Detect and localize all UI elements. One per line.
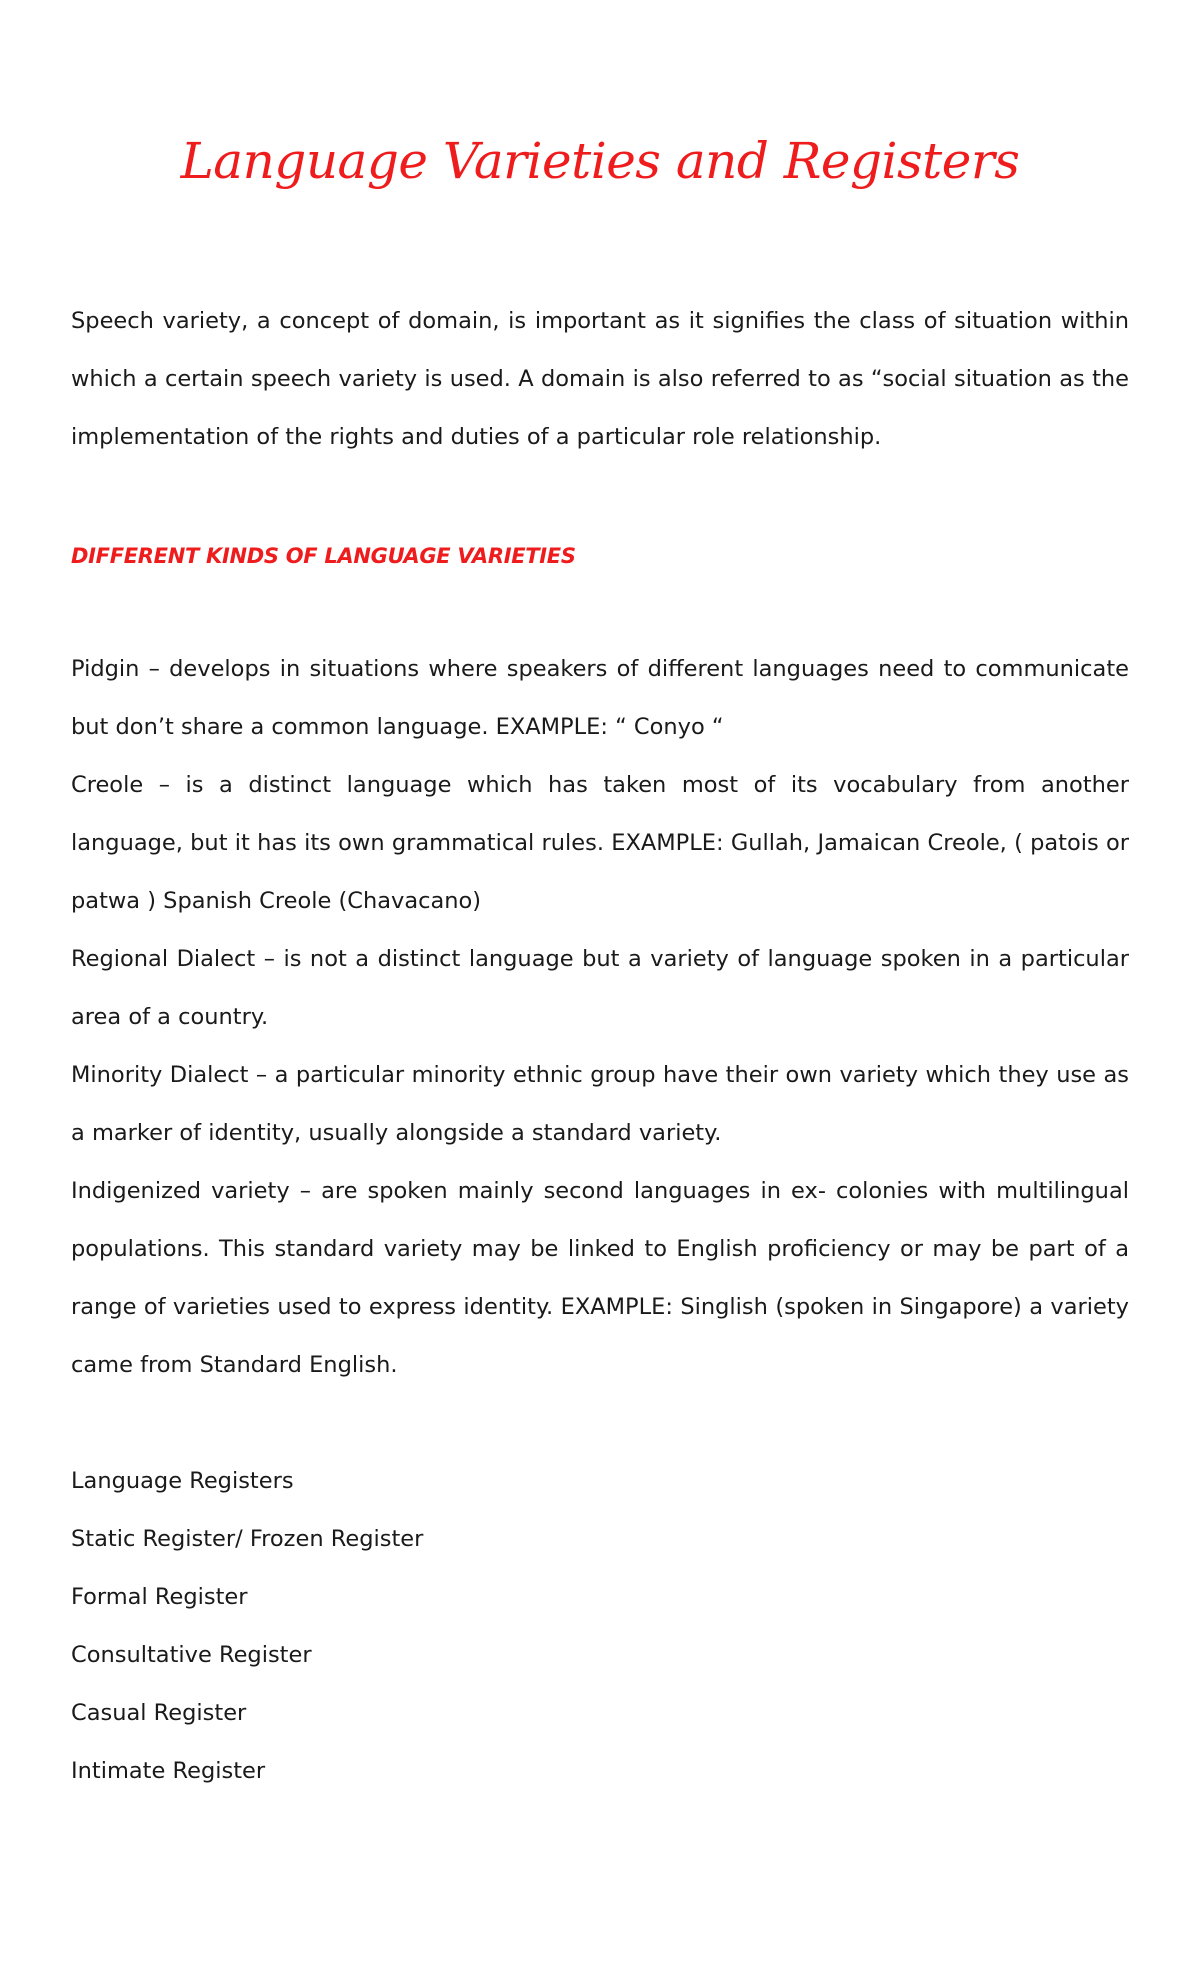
- variety-creole: Creole – is a distinct language which has taken most of its vocabulary from another language, but it has its own grammatical rules. EXAMPLE: Gullah, Jamaican Creole, ( patois or patwa ) Spanish Creole (Chavacano): [71, 772, 1129, 914]
- variety-minority-dialect: Minority Dialect – a particular minority ethnic group have their own variety which they use as a marker of identity, usually alongside a standard variety.: [71, 1062, 1129, 1146]
- variety-indigenized: Indigenized variety – are spoken mainly second languages in ex- colonies with multilingual populations. This standard variety may be linked to English proficiency or may be part of a range of varieties used to express identity. EXAMPLE: Singlish (spoken in Singapore) a variety came from Standard English.: [71, 1178, 1129, 1378]
- variety-pidgin: Pidgin – develops in situations where speakers of different languages need to communicate but don’t share a common language. EXAMPLE: “ Conyo “: [71, 656, 1129, 740]
- register-item-consultative: Consultative Register: [71, 1642, 312, 1668]
- section-heading: DIFFERENT KINDS OF LANGUAGE VARIETIES: [71, 544, 576, 568]
- intro-section: [71, 292, 1129, 466]
- variety-regional-dialect: Regional Dialect – is not a distinct language but a variety of language spoken in a particular area of a country.: [71, 946, 1129, 1030]
- intro-paragraph: Speech variety, a concept of domain, is important as it signifies the class of situation within which a certain speech variety is used. A domain is also referred to as “social situation as the implementation of the rights and duties of a particular role relationship.: [71, 308, 1129, 450]
- register-item-intimate: Intimate Register: [71, 1758, 266, 1784]
- registers-heading: Language Registers: [71, 1468, 294, 1494]
- registers-section: [71, 1452, 1129, 1800]
- register-item-static: Static Register/ Frozen Register: [71, 1526, 424, 1552]
- varieties-section: [71, 640, 1129, 1394]
- document-title: Language Varieties and Registers: [180, 132, 1020, 190]
- register-item-formal: Formal Register: [71, 1584, 248, 1610]
- register-item-casual: Casual Register: [71, 1700, 247, 1726]
